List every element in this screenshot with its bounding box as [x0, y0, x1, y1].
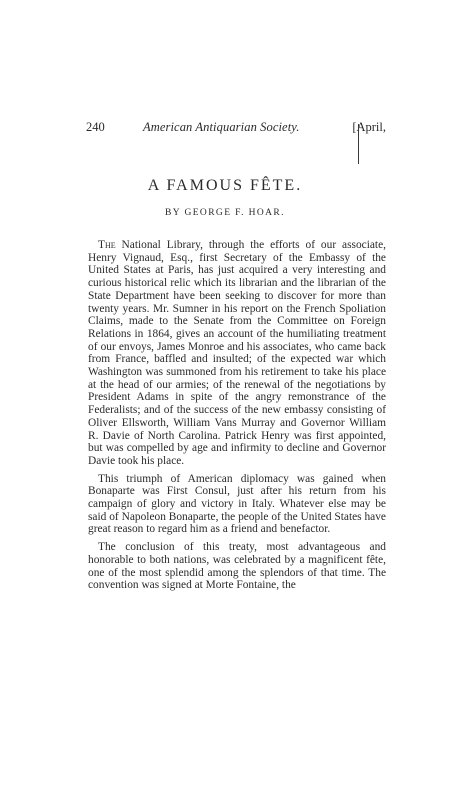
running-head-month: [April, — [352, 120, 386, 134]
paragraph-2: This triumph of American diplomacy was gained when Bonaparte was First Consul, just after his return from his campaign of glory and victory in Italy. Whatever else may be said of Napoleon Bonaparte, the people of the United States have great reason to regard him as a friend and benefactor. — [88, 472, 386, 536]
margin-rule — [358, 124, 359, 164]
paragraph-lead: The — [98, 239, 116, 251]
article-body — [88, 239, 386, 592]
page-number: 240 — [86, 120, 105, 134]
paragraph-1 — [88, 239, 386, 468]
paragraph-1-text: National Library, through the efforts of our associate, Henry Vignaud, Esq., first Secretary of the Embassy of the United States at Paris, has just acquired a very interesting and curious historical relic which its librarian and the librarian of the State Department have been seeking to discover for more than twenty years. Mr. Sumner in his report on the French Spoliation Claims, made to the Senate from the Committee on Foreign Relations in 1864, gives an account of the humiliating treatment of our envoys, James Monroe and his associates, who came back from France, baffled and insulted; of the expected war which Washington was summoned from his retirement to take his place at the head of our armies; of the renewal of the negotiations by President Adams in spite of the angry remonstrance of the Federalists; and of the success of the new embassy consisting of Oliver Ellsworth, William Vans Murray and Governor William R. Davie of North Carolina. Patrick Henry was first appointed, but was compelled by age and infirmity to decline and Governor Davie took his place. — [88, 239, 386, 467]
journal-title: American Antiquarian Society. — [143, 120, 300, 134]
article-byline: BY GEORGE F. HOAR. — [165, 208, 285, 218]
article-title: A FAMOUS FÊTE. — [147, 177, 303, 194]
paragraph-3: The conclusion of this treaty, most advantageous and honorable to both nations, was celebrated by a magnificent fête, one of the most splendid among the splendors of that time. The convention was signed at Morte Fontaine, the — [88, 541, 386, 592]
running-head — [86, 119, 386, 135]
